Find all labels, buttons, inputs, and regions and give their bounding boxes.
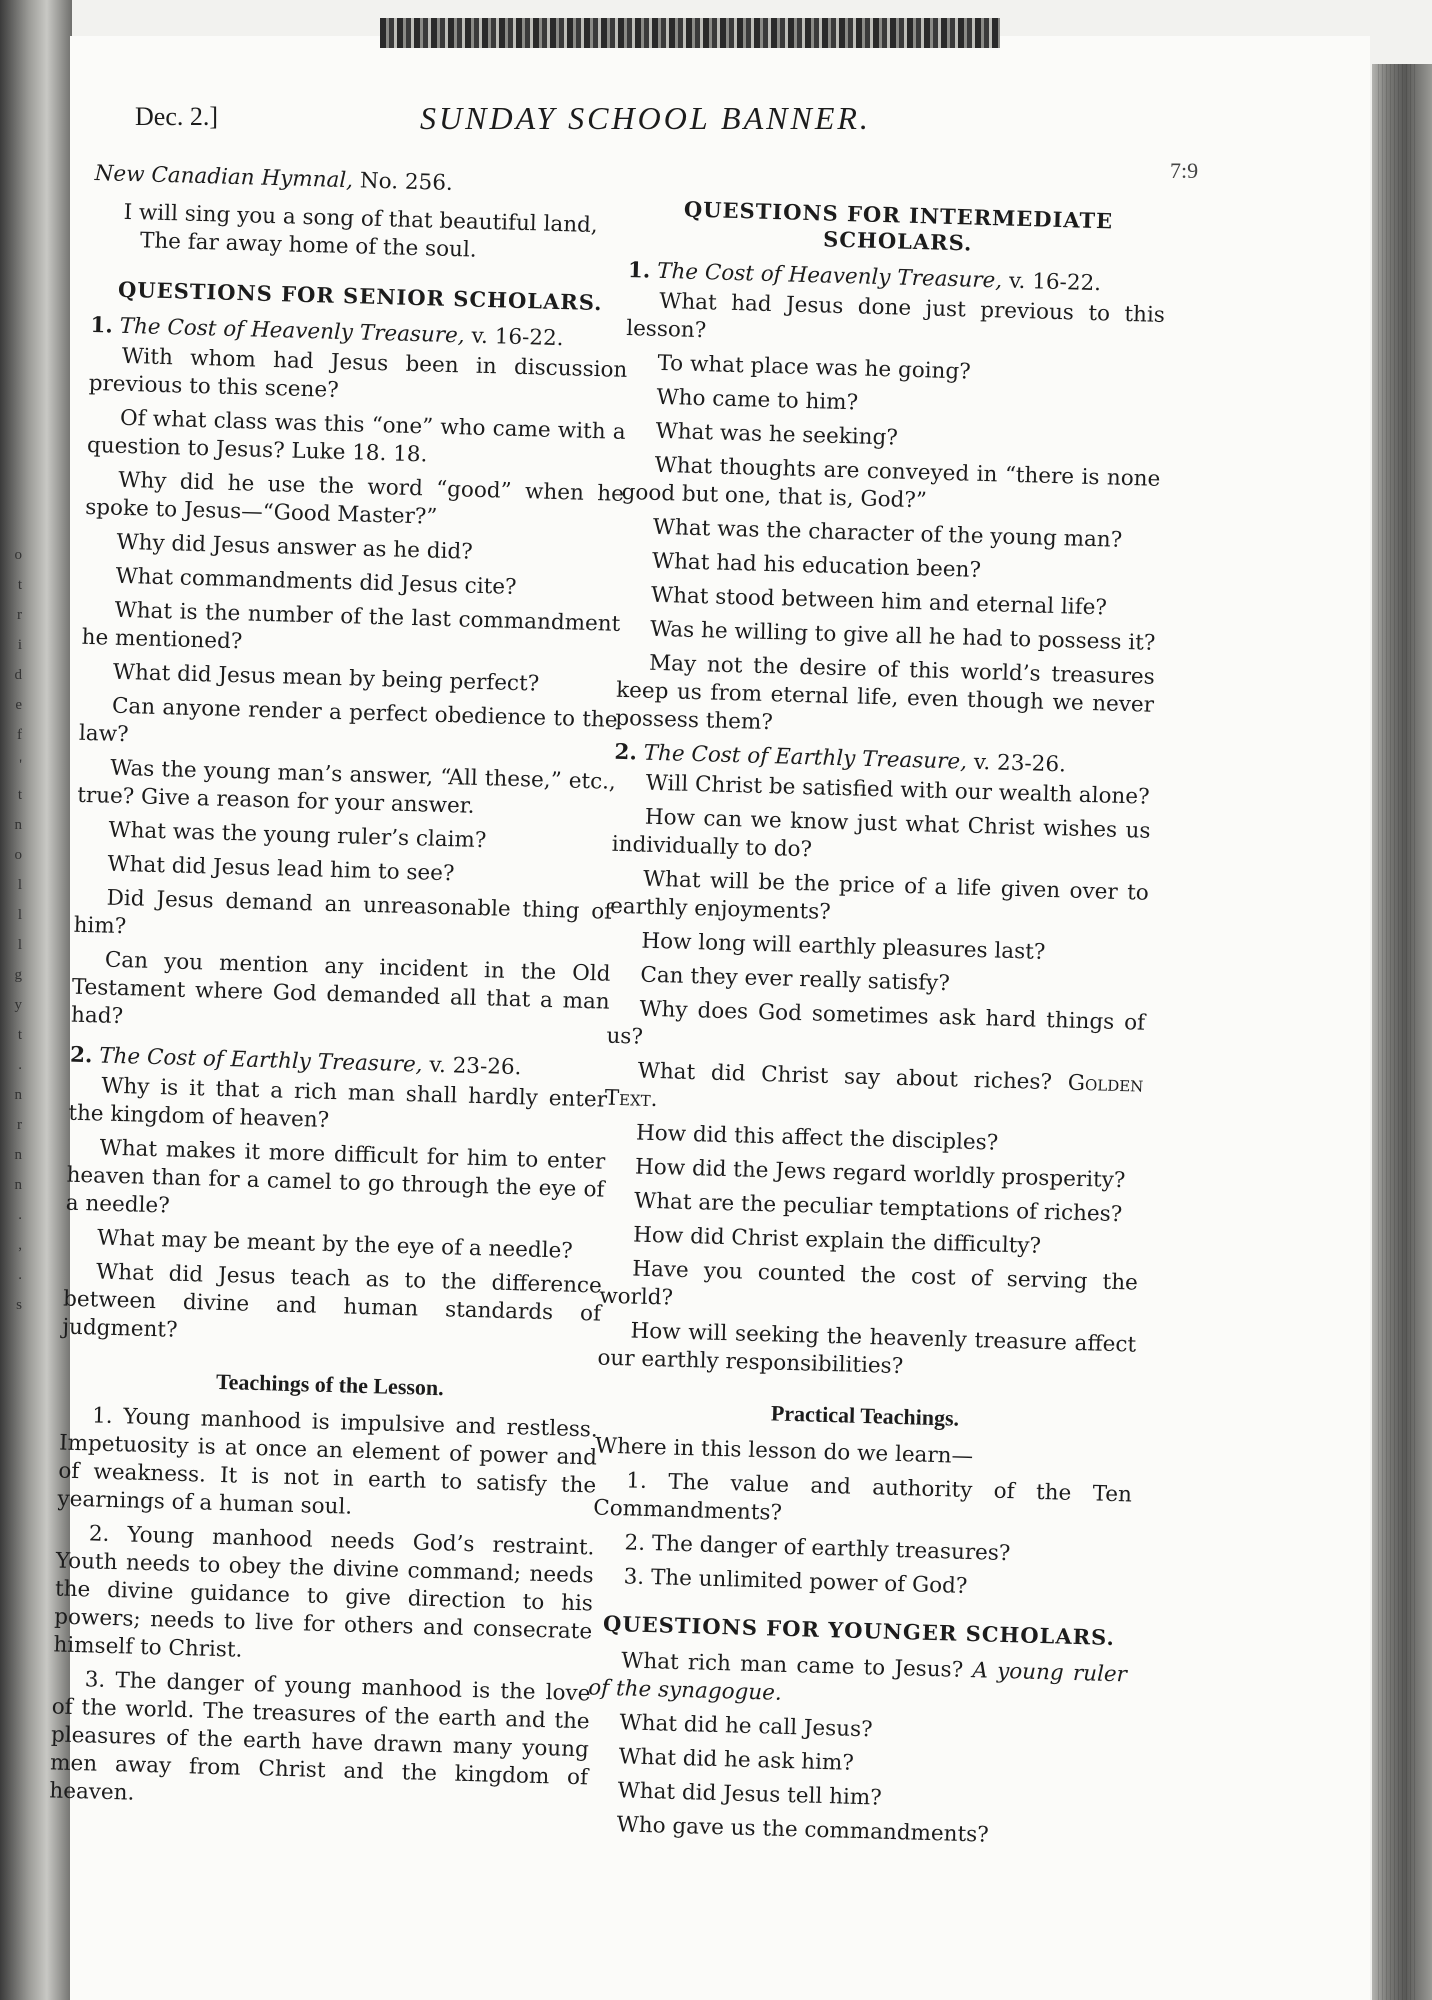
- younger-questions: [584, 1708, 1125, 1853]
- hymn-source: New Canadian Hymnal,: [94, 160, 354, 194]
- question-item: 1. The value and authority of the Ten Commandments?: [592, 1468, 1133, 1526]
- question-item: What did Jesus lead him to see?: [107, 851, 455, 887]
- question-item: What had Jesus done just previous to this lesson?: [625, 288, 1166, 344]
- question-item: What will be the price of a life given over to earthly enjoyments?: [609, 866, 1150, 925]
- senior-section-2-questions: [62, 1072, 607, 1357]
- gutter-fragment: s: [16, 1297, 22, 1313]
- question-item: How long will earthly pleasures last?: [641, 928, 1046, 965]
- question-item: May not the desire of this world’s treasures keep us from eternal life, even though we never possess them?: [615, 650, 1156, 736]
- gutter-fragment: t: [17, 787, 22, 803]
- gutter-fragment: y: [14, 997, 22, 1013]
- gutter-fragment: t: [17, 577, 22, 593]
- question-item: Why does God sometimes ask hard things of us?: [606, 996, 1146, 1050]
- question-item: What was he seeking?: [655, 418, 899, 451]
- gutter-fragment: i: [17, 637, 22, 653]
- section-title: The Cost of Heavenly Treasure,: [656, 258, 1003, 294]
- question-item: What was the character of the young man?: [652, 514, 1123, 553]
- question-item: What did he call Jesus?: [619, 1710, 873, 1743]
- section-ref: v. 16-22.: [1008, 268, 1102, 297]
- golden-text-question: [604, 1057, 1143, 1128]
- question-item: Have you counted the cost of serving the world?: [598, 1256, 1139, 1311]
- question-item: Why did he use the word “good” when he spoke to Jesus—“Good Master?”: [84, 467, 625, 530]
- question-item: Will Christ be satisfied with our wealth alone?: [645, 770, 1150, 810]
- right-column: [584, 195, 1168, 1859]
- intermediate-heading: QUESTIONS FOR INTERMEDIATE SCHOLARS.: [683, 196, 1114, 256]
- younger-question-1: [588, 1646, 1127, 1717]
- question-item: What did Jesus tell him?: [617, 1778, 883, 1811]
- question-item: Can they ever really satisfy?: [640, 962, 951, 997]
- practical-intro: Where in this lesson do we learn—: [594, 1433, 974, 1470]
- question-item: How did the Jews regard worldly prosperity?: [634, 1154, 1126, 1194]
- question-item: With whom had Jesus been in discussion previous to this scene?: [88, 343, 628, 403]
- page-number: 7:9: [1170, 158, 1199, 183]
- gutter-fragment: r: [17, 1117, 22, 1133]
- question-item: 1. Young manhood is impulsive and restless. Impetuosity is at once an element of power and of weakness. It is not in earth to satisfy the yearnings of a human soul.: [57, 1403, 599, 1520]
- question-item: Was he willing to give all he had to possess it?: [649, 616, 1156, 656]
- question-item: What may be meant by the eye of a needle?: [96, 1225, 574, 1264]
- question-item: 3. The unlimited power of God?: [623, 1564, 968, 1599]
- question-item: Why did Jesus answer as he did?: [116, 529, 474, 565]
- question-item: To what place was he going?: [657, 350, 972, 385]
- intermediate-section-2-questions-a: [606, 769, 1152, 1066]
- teachings-heading: Teachings of the Lesson.: [215, 1368, 445, 1401]
- question-item: Can anyone render a perfect obedience to the law?: [78, 693, 618, 748]
- gutter-fragment: .: [18, 1267, 22, 1283]
- gutter-fragment: n: [14, 1087, 22, 1103]
- hymn-line-1: I will sing you a song of that beautiful land,: [123, 199, 599, 239]
- practical-heading: Practical Teachings.: [770, 1400, 960, 1431]
- intermediate-section-1-questions: [615, 287, 1165, 748]
- younger-answer: A young ruler of the synagogue.: [587, 1658, 1128, 1706]
- section-ref: v. 23-26.: [973, 749, 1067, 778]
- section-number: 1.: [627, 257, 651, 284]
- hymn-number: No. 256.: [359, 168, 454, 196]
- gutter-fragment: r: [17, 607, 22, 623]
- gutter-fragment: l: [17, 877, 22, 893]
- question-item: Can you mention any incident in the Old Testament where God demanded all that a man had?: [70, 947, 611, 1030]
- question-item: Of what class was this “one” who came with a question to Jesus? Luke 18. 18.: [86, 405, 626, 468]
- younger-heading: QUESTIONS FOR YOUNGER SCHOLARS.: [602, 1610, 1116, 1651]
- section-number: 2.: [69, 1042, 93, 1069]
- question-item: Was the young man’s answer, “All these,” etc., true? Give a reason for your answer.: [76, 755, 617, 819]
- gutter-fragment: .: [18, 1207, 22, 1223]
- section-title: The Cost of Earthly Treasure,: [643, 740, 968, 775]
- question-item: What did he ask him?: [618, 1744, 855, 1776]
- question-item: How did this affect the disciples?: [635, 1120, 999, 1156]
- senior-section-1-questions: [71, 342, 628, 1045]
- hymn-line-2: The far away home of the soul.: [139, 228, 477, 263]
- gutter-fragment: n: [14, 1177, 22, 1193]
- question-item: Who gave us the commandments?: [616, 1812, 990, 1848]
- senior-heading: QUESTIONS FOR SENIOR SCHOLARS.: [117, 276, 603, 316]
- question-item: How did Christ explain the difficulty?: [632, 1222, 1042, 1259]
- golden-question: What did Christ say about riches?: [637, 1058, 1053, 1096]
- question-item: Who came to him?: [656, 384, 859, 416]
- question-item: 2. Young manhood needs God’s restraint. Youth needs to obey the divine command; needs the divine guidance to give direction to his powers; needs to live for others and consecrate himself to Christ.: [53, 1521, 595, 1663]
- gutter-fragment: n: [14, 817, 22, 833]
- section-title: The Cost of Heavenly Treasure,: [119, 313, 466, 349]
- question-item: What did Jesus mean by being perfect?: [112, 659, 540, 697]
- top-edge-band: [380, 18, 1000, 48]
- question-item: What is the number of the last commandment he mentioned?: [81, 597, 621, 655]
- section-ref: v. 23-26.: [429, 1052, 522, 1081]
- left-column: [49, 160, 633, 1826]
- section-ref: v. 16-22.: [471, 323, 564, 352]
- question-item: What commandments did Jesus cite?: [115, 563, 517, 600]
- question-item: What makes it more difficult for him to enter heaven than for a camel to go through the eye of a needle?: [65, 1135, 606, 1219]
- gutter-fragment: e: [15, 697, 22, 713]
- question-item: What stood between him and eternal life?: [650, 582, 1108, 621]
- question-item: What thoughts are conveyed in “there is none good but one, that is, God?”: [621, 452, 1161, 514]
- gutter-fragment: g: [14, 967, 22, 983]
- golden-text-ref: Golden Text.: [604, 1070, 1144, 1113]
- question-item: Why is it that a rich man shall hardly enter the kingdom of heaven?: [68, 1073, 608, 1133]
- gutter-fragment: l: [17, 937, 22, 953]
- gutter-fragment: f: [17, 727, 22, 743]
- question-item: 3. The danger of young manhood is the love of the world. The treasures of the earth and the pleasures of the earth have drawn many young men away from Christ and the kingdom of heaven.: [49, 1667, 591, 1806]
- question-item: What did Jesus teach as to the difference between divine and human standards of judgment?: [62, 1259, 603, 1343]
- question-item: What had his education been?: [651, 548, 982, 583]
- journal-title: SUNDAY SCHOOL BANNER.: [420, 100, 871, 136]
- question-item: How can we know just what Christ wishes us individually to do?: [611, 804, 1151, 863]
- question-item: Did Jesus demand an unreasonable thing of him?: [73, 885, 613, 940]
- younger-question-text: What rich man came to Jesus?: [620, 1648, 964, 1683]
- gutter-fragment: d: [14, 667, 22, 683]
- question-item: How will seeking the heavenly treasure affect our earthly responsibilities?: [597, 1318, 1137, 1380]
- page-edge-stack: [1372, 64, 1432, 2000]
- gutter-fragment: n: [14, 1147, 22, 1163]
- gutter-text-fragments: [8, 540, 22, 1320]
- question-item: 2. The danger of earthly treasures?: [624, 1530, 1011, 1567]
- gutter-fragment: ': [19, 757, 22, 773]
- section-number: 1.: [90, 312, 114, 339]
- section-number: 2.: [614, 739, 638, 766]
- question-item: What was the young ruler’s claim?: [108, 817, 487, 854]
- gutter-fragment: t: [17, 1027, 22, 1043]
- teachings-list: [49, 1402, 598, 1821]
- question-item: What are the peculiar temptations of riches?: [633, 1188, 1123, 1228]
- header-date: Dec. 2.]: [135, 102, 219, 131]
- intermediate-section-2-questions-b: [597, 1119, 1142, 1388]
- section-title: The Cost of Earthly Treasure,: [98, 1043, 423, 1078]
- gutter-fragment: ,: [18, 1237, 22, 1253]
- gutter-fragment: o: [14, 847, 22, 863]
- gutter-fragment: l: [17, 907, 22, 923]
- gutter-fragment: .: [18, 1057, 22, 1073]
- practical-list: [591, 1467, 1132, 1606]
- gutter-fragment: o: [14, 547, 22, 563]
